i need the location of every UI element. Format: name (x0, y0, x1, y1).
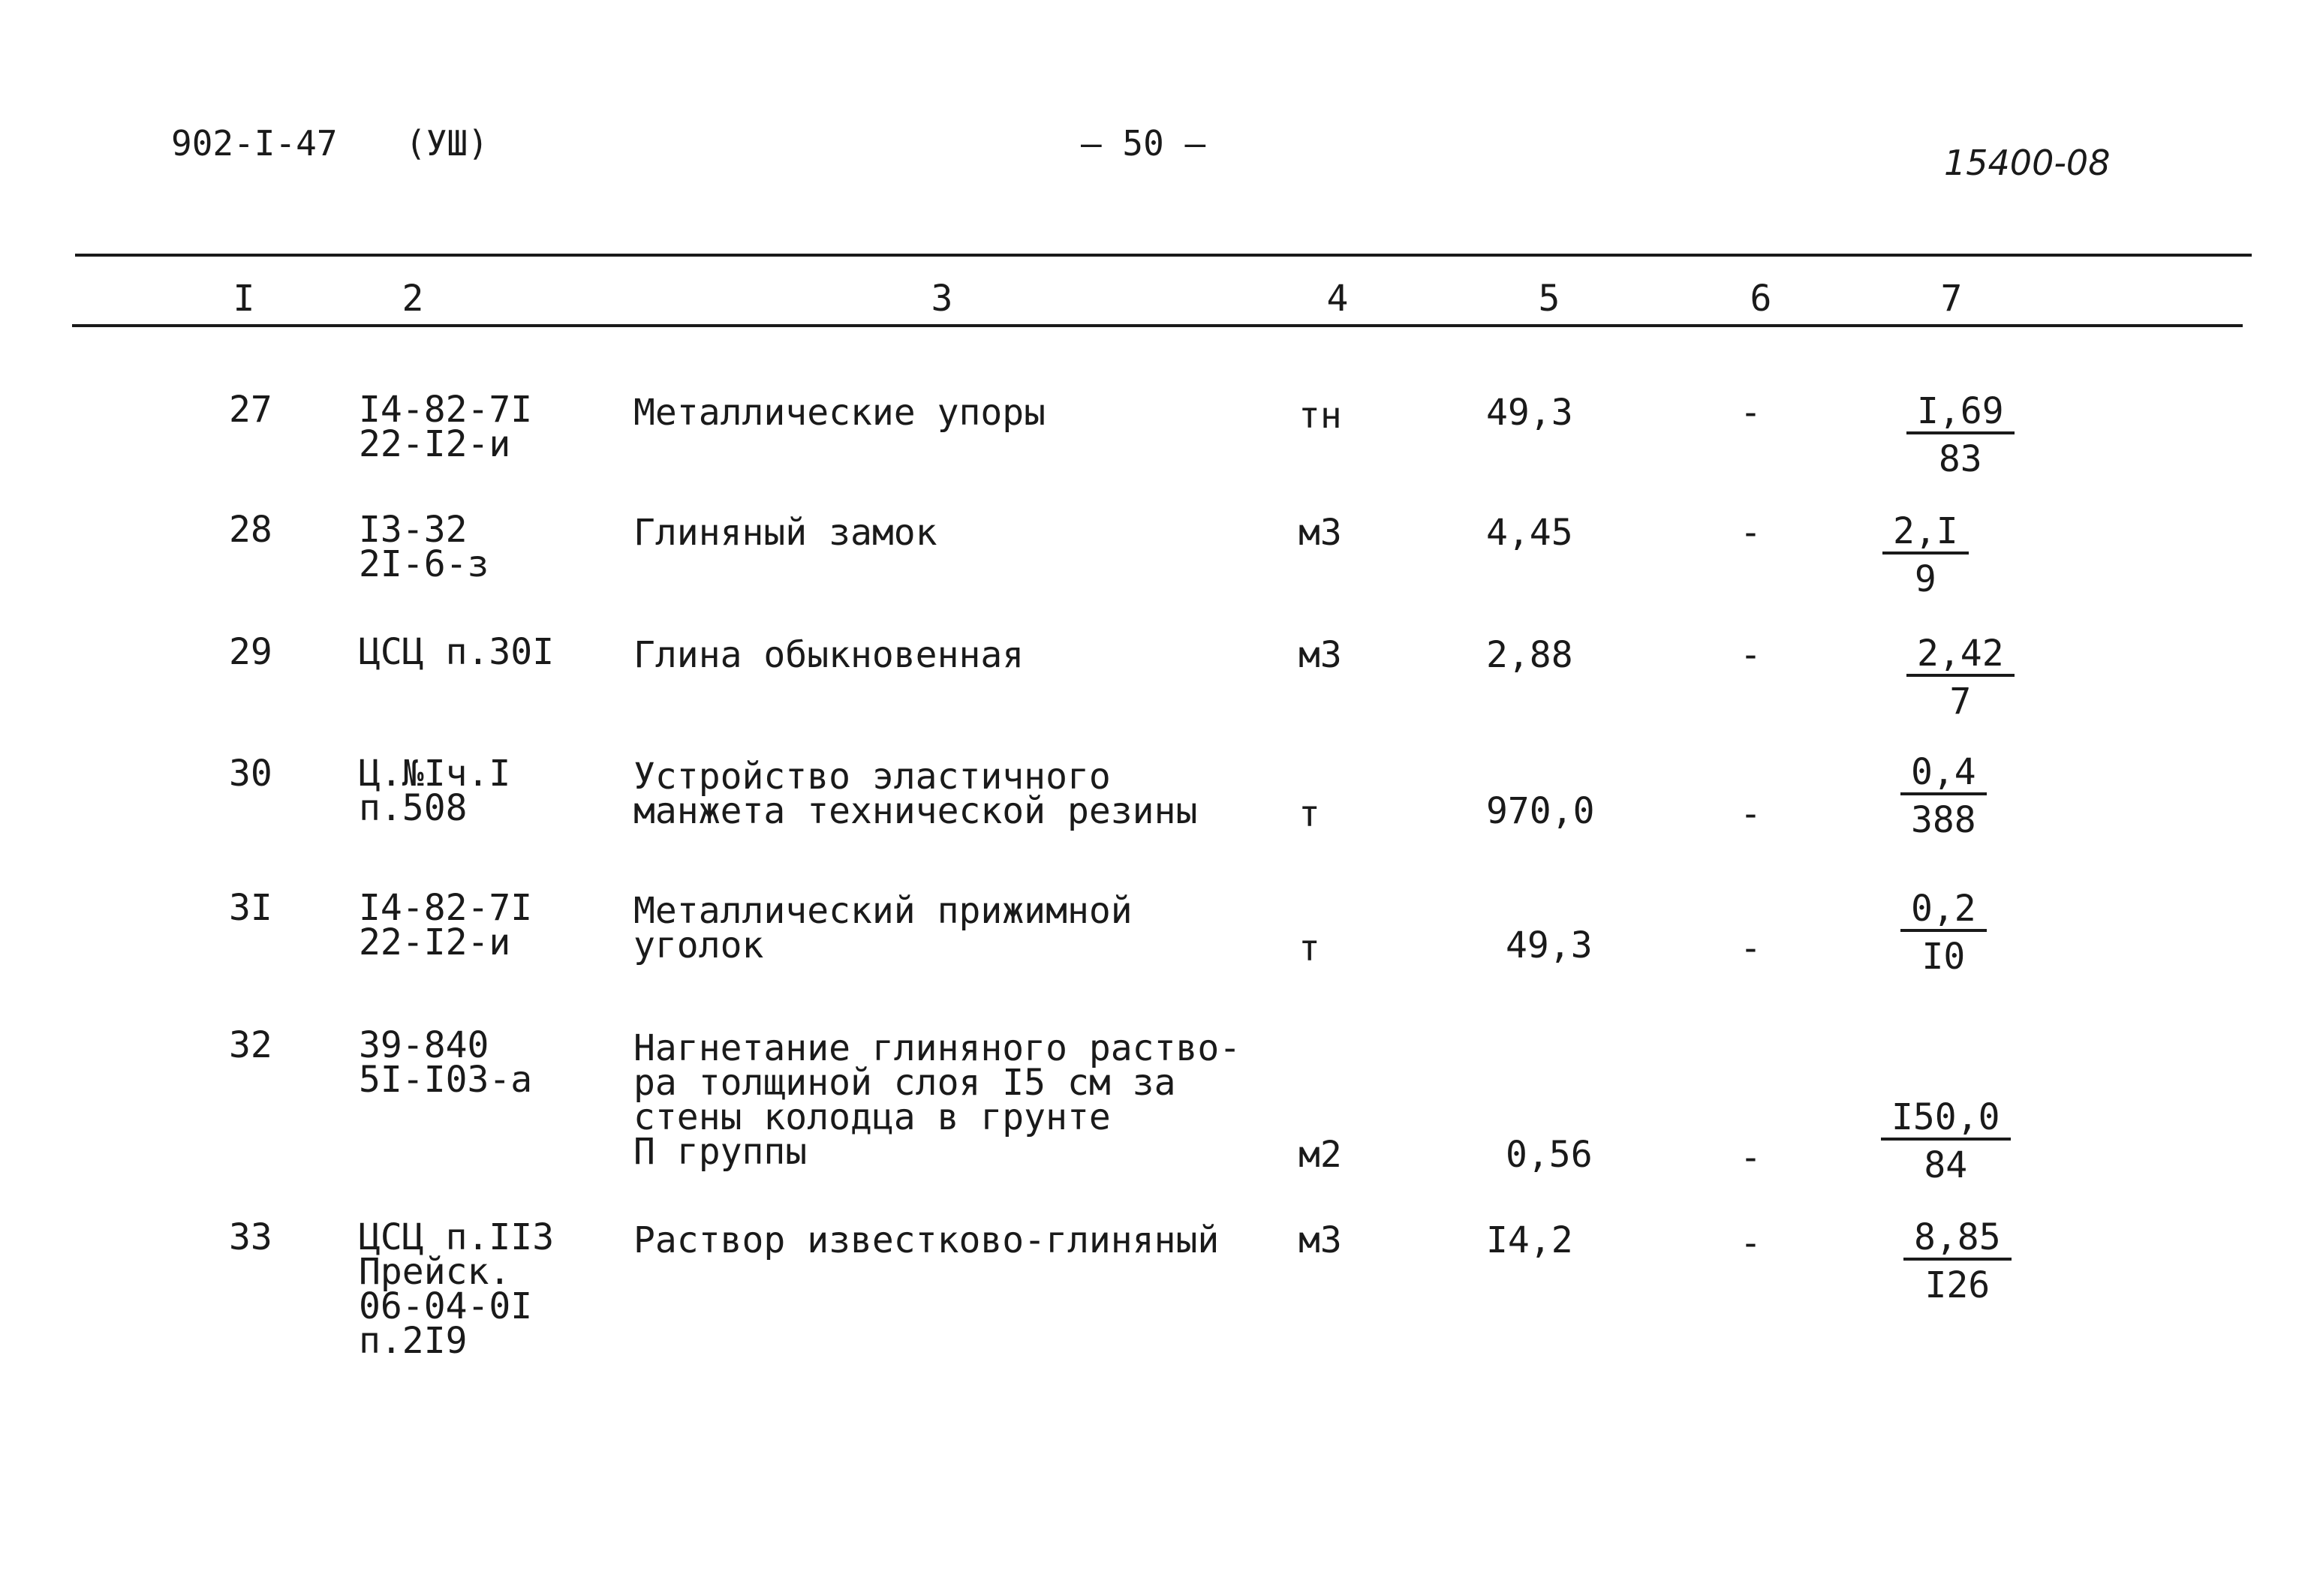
item-name-line: Глина обыкновенная (633, 634, 1025, 676)
price-denominator: I26 (1924, 1264, 1991, 1306)
reference-line: 2I-6-з (359, 543, 489, 585)
price-numerator: 8,85 (1903, 1219, 2012, 1261)
price-denominator: 83 (1938, 438, 1982, 480)
item-name-line: Нагнетание глиняного раство- (633, 1027, 1241, 1069)
column-6-dash: - (1740, 927, 1762, 969)
column-header-5: 5 (1538, 278, 1560, 320)
item-name-line: стены колодца в грунте (633, 1096, 1111, 1138)
price-numerator: 0,2 (1900, 890, 1987, 932)
price-numerator: I50,0 (1881, 1099, 2011, 1141)
reference-line: п.508 (359, 787, 468, 829)
price-fraction (1881, 1096, 2011, 1186)
quantity: 970,0 (1486, 790, 1595, 832)
item-name-line: уголок (633, 924, 764, 966)
reference-line: 5I-I03-а (359, 1059, 533, 1101)
column-6-dash: - (1740, 392, 1762, 434)
column-header-3: 3 (931, 278, 953, 320)
column-6-dash: - (1740, 793, 1762, 835)
price-denominator: I0 (1921, 936, 1966, 978)
price-numerator: 2,42 (1906, 635, 2015, 677)
quantity: 4,45 (1486, 512, 1573, 554)
quantity: I4,2 (1486, 1219, 1573, 1261)
table-top-rule (75, 254, 2252, 257)
price-denominator: 9 (1914, 558, 1936, 600)
item-name-line: Глиняный замок (633, 512, 937, 554)
price-fraction (1906, 392, 2015, 478)
unit: т (1298, 927, 1320, 969)
row-number: 27 (229, 389, 272, 431)
price-fraction (1882, 512, 1969, 598)
row-number: 30 (229, 753, 272, 795)
reference-line: I4-82-7I (359, 389, 533, 431)
row-number: 33 (229, 1216, 272, 1258)
price-numerator: 0,4 (1900, 753, 1987, 795)
column-header-4: 4 (1326, 278, 1349, 320)
reference-line: I3-32 (359, 509, 468, 551)
reference-line: 22-I2-и (359, 921, 511, 963)
reference-line: Прейск. (359, 1251, 511, 1293)
item-name-line: Металлические упоры (633, 392, 1046, 434)
column-header-6: 6 (1750, 278, 1772, 320)
item-name-line: манжета технической резины (633, 790, 1198, 832)
price-fraction (1903, 1216, 2012, 1306)
page-number: – 50 – (1081, 123, 1206, 164)
column-6-dash: - (1740, 634, 1762, 676)
price-denominator: 388 (1911, 799, 1976, 841)
document-variant: (УШ) (405, 123, 489, 164)
item-name-line: П группы (633, 1131, 808, 1173)
reference-line: Ц.№Iч.I (359, 753, 511, 795)
reference-line: п.2I9 (359, 1320, 468, 1362)
column-header-1: I (233, 278, 255, 320)
row-number: 28 (229, 509, 272, 551)
unit: тн (1298, 395, 1342, 437)
row-number: 32 (229, 1024, 272, 1066)
reference-line: 39-840 (359, 1024, 489, 1066)
unit: м3 (1298, 634, 1342, 676)
item-name-line: Раствор известково-глиняный (633, 1219, 1220, 1261)
column-header-7: 7 (1940, 278, 1963, 320)
quantity: 49,3 (1506, 924, 1593, 966)
price-fraction (1900, 753, 1987, 839)
price-fraction (1906, 633, 2015, 723)
unit: т (1298, 793, 1320, 835)
item-name-line: ра толщиной слоя I5 см за (633, 1062, 1176, 1104)
column-header-2: 2 (402, 278, 424, 320)
price-denominator: 84 (1924, 1144, 1968, 1186)
row-number: 29 (229, 631, 272, 673)
reference-line: ЦСЦ п.30I (359, 631, 555, 673)
column-6-dash: - (1740, 1222, 1762, 1264)
price-denominator: 7 (1949, 681, 1972, 723)
reference-line: I4-82-7I (359, 887, 533, 929)
item-name-line: Металлический прижимной (633, 890, 1133, 932)
quantity: 2,88 (1486, 634, 1573, 676)
price-numerator: 2,I (1882, 512, 1969, 555)
item-name-line: Устройство эластичного (633, 756, 1111, 798)
price-numerator: I,69 (1906, 392, 2015, 434)
quantity: 49,3 (1486, 392, 1573, 434)
column-6-dash: - (1740, 512, 1762, 554)
quantity: 0,56 (1506, 1134, 1593, 1176)
column-6-dash: - (1740, 1137, 1762, 1179)
reference-line: ЦСЦ п.II3 (359, 1216, 555, 1258)
inventory-number: 15400-08 (1944, 143, 2111, 183)
unit: м2 (1298, 1134, 1342, 1176)
reference-line: 22-I2-и (359, 423, 511, 465)
price-fraction (1900, 888, 1987, 978)
unit: м3 (1298, 1219, 1342, 1261)
reference-line: 06-04-0I (359, 1285, 533, 1327)
row-number: 3I (229, 887, 272, 929)
document-code: 902-I-47 (171, 123, 338, 164)
unit: м3 (1298, 512, 1342, 554)
table-header-rule (72, 324, 2243, 327)
